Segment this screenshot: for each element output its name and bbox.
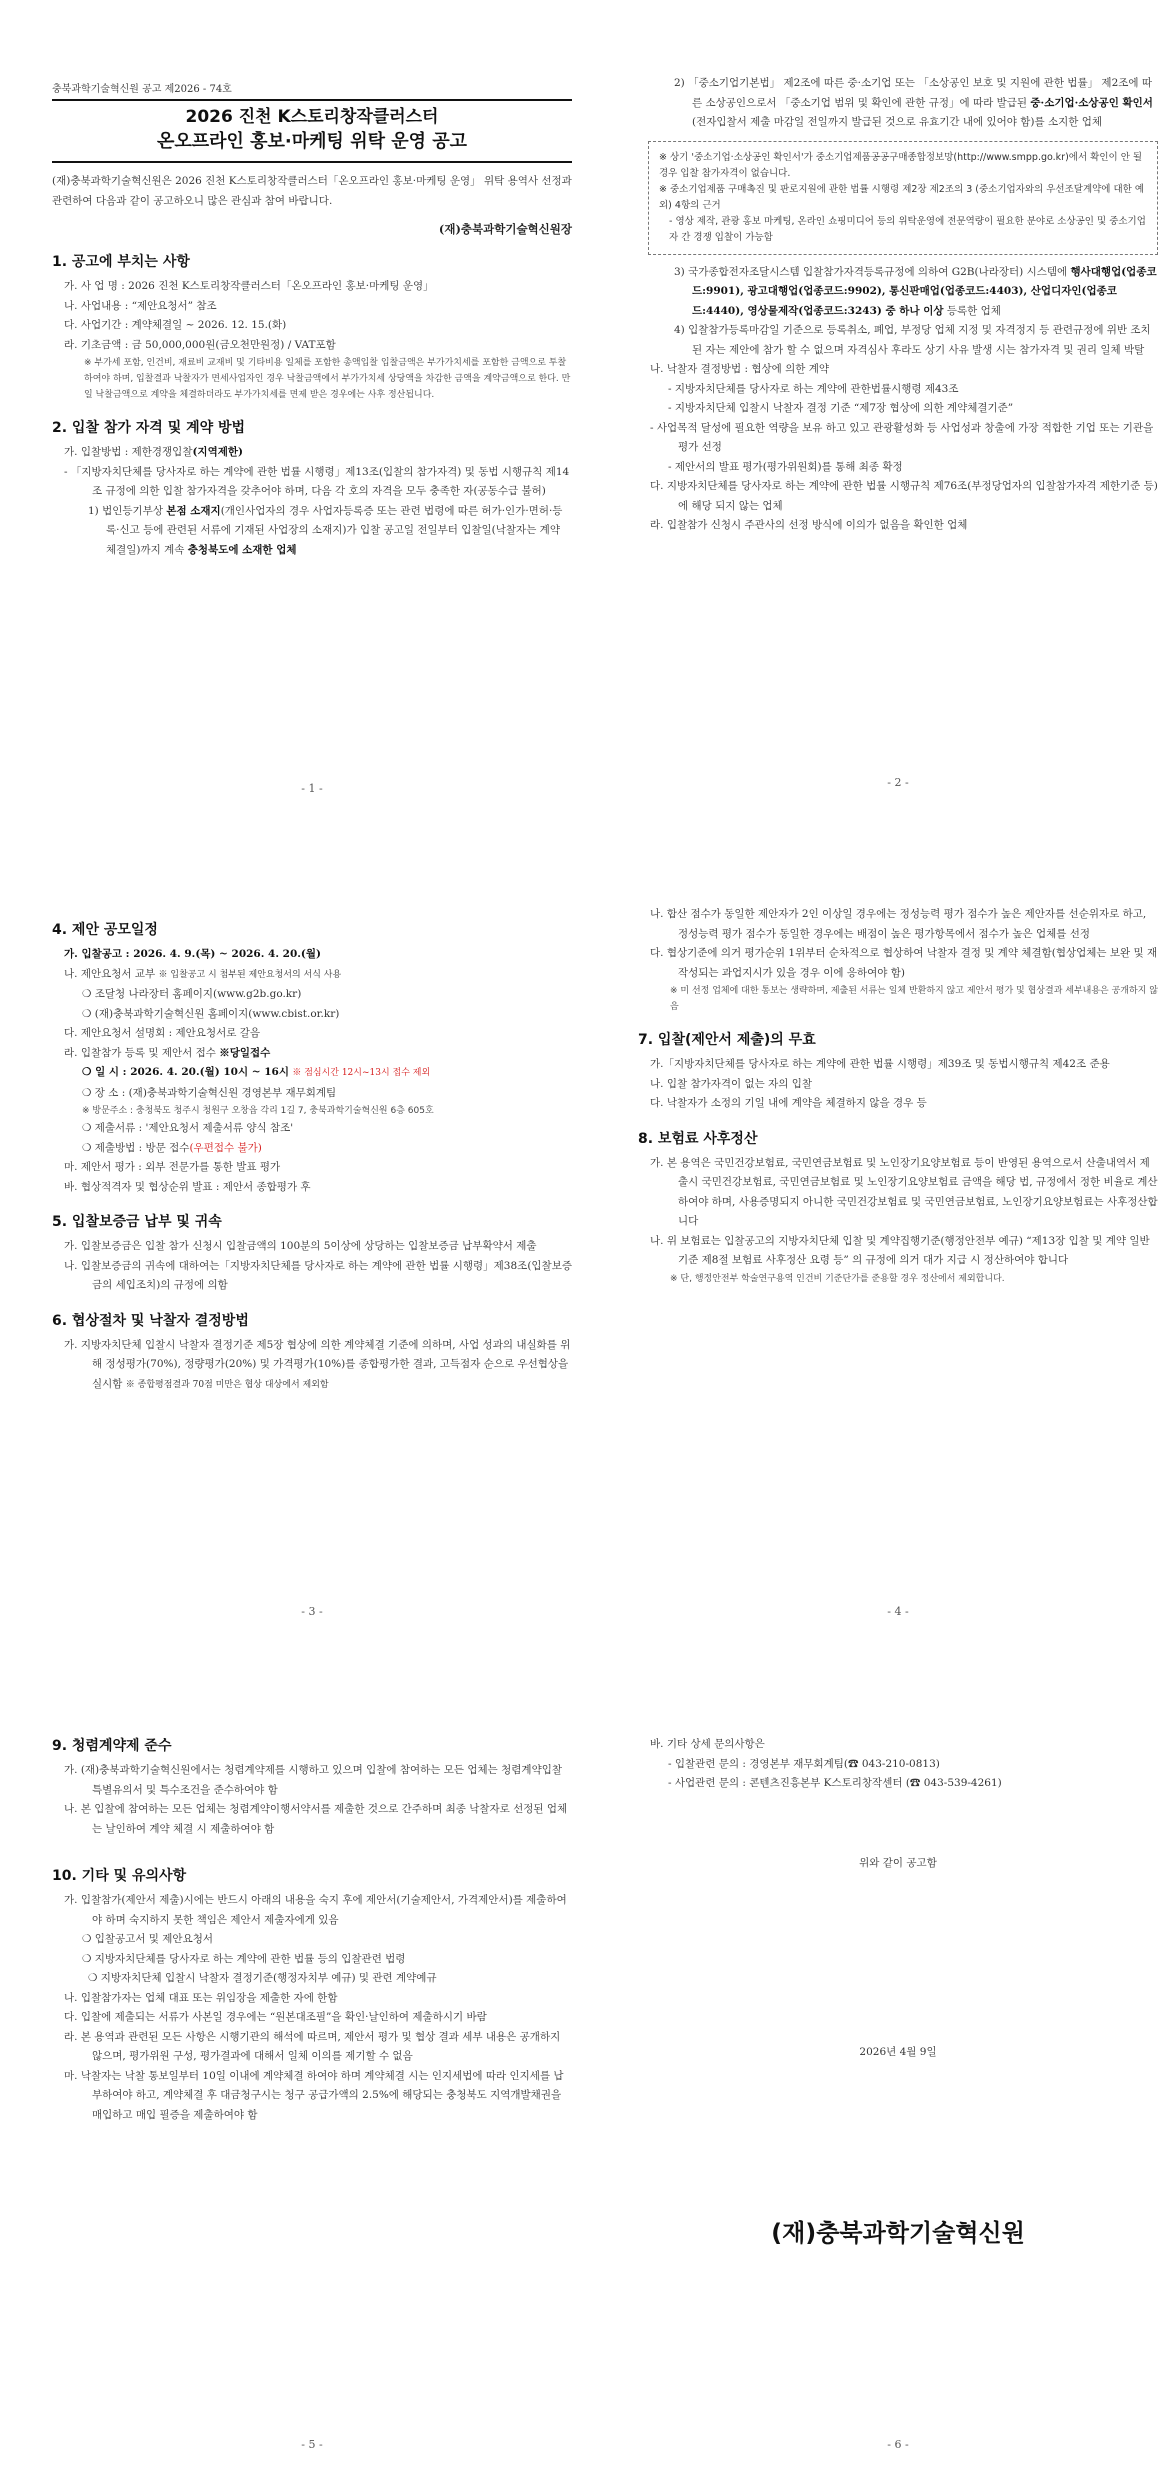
announcement-date: 2026년 4월 9일: [859, 2046, 937, 2058]
s10-item-d: 라. 본 용역과 관련된 모든 사항은 시행기관의 해석에 따르며, 제안서 평가 및 협상 결과 세부 내용은 공개하지 않으며, 평가위원 구성, 평가결과에 대해서 일체 이의를 제기할 수 없음: [64, 2030, 561, 2062]
s2-item-na-2: - 지방자치단체 입찰시 낙찰자 결정 기준 “제7장 협상에 의한 계약체결기준”: [668, 402, 1014, 414]
s2-item-a: [52, 443, 572, 463]
s4-item-d-4-red: (우편접수 불가): [189, 1141, 262, 1154]
s4-item-b: [52, 965, 572, 986]
notice-box-line-1: ※ 상기 '중소기업·소상공인 확인서'가 중소기업제품공공구매종합정보망(http://www.smpp.go.kr)에서 확인이 안 될 경우 입찰 참가자격이 없습니다.: [659, 151, 1143, 179]
s9-item-b: 나. 본 입찰에 참여하는 모든 업체는 청렴계약이행서약서를 제출한 것으로 간주하며 최종 낙찰자로 선정된 업체는 날인하여 계약 체결 시 제출하여야 함: [64, 1803, 568, 1835]
signature-organization: (재)충북과학기술혁신원: [771, 2218, 1025, 2247]
section-10-title: 10. 기타 및 유의사항: [52, 1868, 187, 1884]
s10-item-b: 나. 입찰참가자는 업체 대표 또는 위임장을 제출한 자에 한함: [64, 1991, 338, 2004]
s2-item-4: 4) 입찰참가등록마감일 기준으로 등록취소, 폐업, 부정당 업체 지정 및 자격정지 등 관련규정에 위반 조치된 자는 제안에 참가 할 수 없으며 자격심사 후라도 상기 사유 발생 시는 참가자격 및 권리 일체 박탈: [674, 324, 1151, 356]
s4-item-d-3: ❍ 제출서류 : '제안요청서 제출서류 양식 참조': [82, 1122, 294, 1134]
s4-item-d-1: [52, 1063, 572, 1084]
page-3: [52, 905, 572, 1625]
s5-item-a: 가. 입찰보증금은 입찰 참가 신청시 입찰금액의 100분의 5이상에 상당하는 입찰보증금 납부확약서 제출: [64, 1240, 537, 1252]
s2-item-3-tail: 등록한 업체: [943, 304, 1001, 317]
s2-item-a-dash: - 「지방자치단체를 당사자로 하는 계약에 관한 법률 시행령」제13조(입찰의 참가자격) 및 동법 시행규칙 제14조 규정에 의한 입찰 참가자격을 갖추어야 하며, 다음 각 호의 자격을 모두 충족한 자(공동수급 불허): [64, 465, 570, 497]
notice-box: [648, 141, 1158, 255]
s4-item-b-text: 나. 제안요청서 교부: [64, 967, 156, 980]
s10-item-f-1: - 입찰관련 문의 : 경영본부 재무회계팀(☎ 043-210-0813): [668, 1757, 940, 1770]
s2-item-da: 다. 지방자치단체를 당사자로 하는 계약에 관한 법률 시행규칙 제76조(부정당업자의 입찰참가자격 제한기준 등)에 해당 되지 않는 업체: [650, 480, 1158, 512]
s2-item-1-bold: 본점 소재지: [166, 504, 221, 517]
s4-item-f: 바. 협상적격자 및 협상순위 발표 : 제안서 종합평가 후: [64, 1180, 311, 1193]
s2-item-3-text: 3) 국가종합전자조달시스템 입찰참가자격등록규정에 의하여 G2B(나라장터) 시스템에: [674, 265, 1071, 278]
s1-item-b: 나. 사업내용 : “제안요청서” 참조: [64, 299, 217, 312]
s10-item-a-3: ❍ 지방자치단체 입찰시 낙찰자 결정기준(행정자치부 예규) 및 관련 계약예규: [88, 1972, 437, 1984]
s8-item-b: 나. 위 보험료는 입찰공고의 지방자치단체 입찰 및 계약집행기준(행정안전부 예규) “제13장 입찰 및 계약 일반기준 제8절 보험료 사후정산 요령 등” 의 규정에 의거 대가 지급 시 정산하여야 합니다: [650, 1234, 1150, 1266]
s4-item-d-4-text: ❍ 제출방법 : 방문 접수: [82, 1141, 190, 1154]
s10-item-a-1: ❍ 입찰공고서 및 제안요청서: [82, 1933, 213, 1945]
s4-item-d-text: 라. 입찰참가 등록 및 제안서 접수: [64, 1046, 220, 1059]
s10-item-e: 마. 낙찰자는 낙찰 통보일부터 10일 이내에 계약체결 하여야 하며 계약체결 시는 인지세법에 따라 인지세를 납부하여야 하고, 계약체결 후 대금청구시는 청구 공급가액의 2.5%에 해당되는 충청북도 지역개발채권을 매입하고 매입 필증을 제출하여야 함: [64, 2069, 564, 2121]
page-number: - 3 -: [301, 1605, 323, 1618]
s2-item-1-pre: 1) 법인등기부상: [88, 504, 167, 517]
page-number: - 1 -: [301, 782, 323, 795]
s10-item-a-2: ❍ 지방자치단체를 당사자로 하는 계약에 관한 법률 등의 입찰관련 법령: [82, 1952, 406, 1965]
s2-item-3: [638, 263, 1158, 322]
s2-item-na-3: - 사업목적 달성에 필요한 역량을 보유 하고 있고 관광활성화 등 사업성과 창출에 가장 적합한 기업 또는 기관을 평가 선정: [650, 421, 1154, 453]
s2-item-ra: 라. 입찰참가 신청시 주관사의 선정 방식에 이의가 없음을 확인한 업체: [650, 519, 968, 531]
s2-item-3-bold: 행사대행업(업종코드:9901), 광고대행업(업종코드:9902), 통신판매업(업종코드:4403), 산업디자인(업종코드:4440), 영상물제작(업종코드:3243) 중 하나 이상: [692, 265, 1157, 317]
s6-item-na: 나. 합산 점수가 동일한 제안자가 2인 이상일 경우에는 정성능력 평가 점수가 높은 제안자를 선순위자로 하고, 정성능력 평가 점수가 동일한 경우에는 배점이 높은 평가항목에서 점수가 높은 업체를 선정: [650, 908, 1147, 940]
s4-item-e: 마. 제안서 평가 : 외부 전문가를 통한 발표 평가: [64, 1161, 281, 1173]
s2-item-1-bold2: 충청북도에 소재한 업체: [187, 543, 297, 556]
section-7-title: 7. 입찰(제안서 제출)의 무효: [638, 1032, 816, 1048]
document-number: 충북과학기술혁신원 공고 제2026 - 74호: [52, 84, 232, 95]
s8-item-a: 가. 본 용역은 국민건강보험료, 국민연금보험료 및 노인장기요양보험료 등이 반영된 용역으로서 산출내역서 제출시 국민건강보험료, 국민연금보험료 및 노인장기요양보험료 금액을 해당 법, 규정에서 정한 비율로 계산하여야 하며, 사용증명되지 아니한 국민건강보험료 및 국민연금보험료, 노인장기요양보험료는 사후정산합니다: [650, 1156, 1158, 1227]
title-line-2: 온오프라인 홍보·마케팅 위탁 운영 공고: [156, 131, 468, 152]
s2-item-2: [638, 74, 1158, 133]
notice-box-line-3: - 영상 제작, 관광 홍보 마케팅, 온라인 쇼핑미디어 등의 위탁운영에 전문역량이 필요한 분야로 소상공인 및 중소기업자 간 경쟁 입찰이 가능함: [669, 215, 1146, 243]
s2-item-2-bold: 중·소기업·소상공인 확인서: [1030, 96, 1153, 109]
s6-item-a: [52, 1336, 572, 1396]
s2-item-na-1: - 지방자치단체를 당사자로 하는 계약에 관한법률시행령 제43조: [668, 382, 959, 395]
s7-item-a: 가.「지방자치단체를 당사자로 하는 계약에 관한 법률 시행령」제39조 및 동법시행규칙 제42조 준용: [650, 1058, 1110, 1070]
title-box: [52, 99, 572, 163]
s4-item-d-4: [52, 1139, 572, 1159]
s4-item-a: 가. 입찰공고 : 2026. 4. 9.(목) ~ 2026. 4. 20.(월): [64, 948, 322, 960]
section-6-title: 6. 협상절차 및 낙찰자 결정방법: [52, 1312, 249, 1329]
s6-item-da: 다. 협상기준에 의거 평가순위 1위부터 순차적으로 협상하여 낙찰자 결정 및 계약 체결함(협상업체는 보완 및 재작성되는 과업지시가 있을 경우 이에 응하여야 함): [650, 947, 1158, 979]
s8-note: ※ 단, 행정안전부 학술연구용역 인건비 기준단가를 준용할 경우 정산에서 제외합니다.: [670, 1273, 1005, 1284]
s5-item-b: 나. 입찰보증금의 귀속에 대하여는「지방자치단체를 당사자로 하는 계약에 관한 법률 시행령」제38조(입찰보증금의 세입조치)의 규정에 의함: [64, 1259, 572, 1291]
s4-item-d-2-note: ※ 방문주소 : 충청북도 청주시 청원구 오창읍 각리 1길 7, 충북과학기술혁신원 6층 605호: [82, 1106, 434, 1116]
s4-item-d-highlight: ※당일접수: [219, 1046, 271, 1059]
s6-item-a-note: ※ 종합평점결과 70점 미만은 협상 대상에서 제외함: [125, 1379, 329, 1390]
section-8-title: 8. 보험료 사후정산: [638, 1130, 758, 1147]
s2-item-a-text: 가. 입찰방법 : 제한경쟁입찰: [64, 446, 193, 458]
s6-note: ※ 미 선정 업체에 대한 통보는 생략하며, 제출된 서류는 일체 반환하지 않고 제안서 평가 및 협상결과 세부내용은 공개하지 않음: [670, 986, 1158, 1012]
page-2: [638, 74, 1158, 800]
s4-item-d: [52, 1044, 572, 1064]
section-4-title: 4. 제안 공모일정: [52, 922, 158, 938]
s9-item-a: 가. (재)충북과학기술혁신원에서는 청렴계약제를 시행하고 있으며 입찰에 참여하는 모든 업체는 청렴계약입찰특별유의서 및 특수조건을 준수하여야 함: [64, 1764, 563, 1796]
page-5: [52, 1735, 572, 2455]
s2-item-2-text: 2) 「중소기업기본법」 제2조에 따른 중·소기업 또는 「소상공인 보호 및 지원에 관한 법률」 제2조에 따른 소상공인으로서 「중소기업 범위 및 확인에 관한 규정」에 따라 발급된: [674, 77, 1153, 109]
s4-item-c: 다. 제안요청서 설명회 : 제안요청서로 갈음: [64, 1027, 260, 1039]
s10-item-a: 가. 입찰참가(제안서 제출)시에는 반드시 아래의 내용을 숙지 후에 제안서(기술제안서, 가격제안서)를 제출하여야 하며 숙지하지 못한 책임은 제안서 제출자에게 있음: [64, 1894, 567, 1926]
s4-item-d-2: ❍ 장 소 : (재)충북과학기술혁신원 경영본부 재무회계팀: [82, 1086, 337, 1099]
s2-item-2-tail: (전자입찰서 제출 마감일 전일까지 발급된 것으로 유효기간 내에 있어야 함)를 소지한 업체: [692, 116, 1103, 128]
page-number: - 2 -: [887, 776, 909, 789]
s1-item-d: 라. 기초금액 : 금 50,000,000원(금오천만원정) / VAT포함: [64, 338, 336, 351]
s10-item-c: 다. 입찰에 제출되는 서류가 사본일 경우에는 “원본대조필”을 확인·날인하여 제출하시기 바람: [64, 2011, 487, 2023]
s2-item-na-4: - 제안서의 발표 평가(평가위원회)를 통해 최종 확정: [668, 460, 903, 473]
notice-box-line-2: ※ 중소기업제품 구매촉진 및 판로지원에 관한 법률 시행령 제2장 제2조의 3 (중소기업자와의 우선조달계약에 대한 예외) 4항의 근거: [659, 183, 1145, 211]
s4-item-b-1: ❍ 조달청 나라장터 홈페이지(www.g2b.go.kr): [82, 988, 302, 1000]
issuer: (재)충북과학기술혁신원장: [438, 222, 572, 236]
s10-item-f-2: - 사업관련 문의 : 콘텐츠진흥본부 K스토리창작센터 (☎ 043-539-4261): [668, 1777, 1002, 1789]
s4-item-d-1-note: ※ 점심시간 12시~13시 접수 제외: [292, 1068, 431, 1078]
s1-item-a: 가. 사 업 명 : 2026 진천 K스토리창작클러스터「온오프라인 홍보·마케팅 운영」: [64, 280, 434, 292]
title-line-1: 2026 진천 K스토리창작클러스터: [185, 107, 439, 127]
page-number: - 4 -: [887, 1605, 909, 1618]
s1-item-c: 다. 사업기간 : 계약체결일 ~ 2026. 12. 15.(화): [64, 319, 287, 331]
s4-item-d-1-text: ❍ 일 시 : 2026. 4. 20.(월) 10시 ~ 16시: [82, 1066, 289, 1078]
s6-item-a-text: 가. 지방자치단체 입찰시 낙찰자 결정기준 제5장 협상에 의한 계약체결 기준에 의하며, 사업 성과의 내실화를 위해 정성평가(70%), 정량평가(20%) 및 가격평가(10%)를 종합평가한 결과, 고득점자 순으로 우선협상을 실시함: [64, 1338, 571, 1390]
section-5-title: 5. 입찰보증금 납부 및 귀속: [52, 1214, 222, 1230]
s7-item-c: 다. 낙찰자가 소정의 기일 내에 계약을 체결하지 않을 경우 등: [650, 1097, 927, 1109]
page-number: - 5 -: [301, 2438, 323, 2451]
page-1: [52, 80, 572, 800]
s4-item-b-2: ❍ (재)충북과학기술혁신원 홈페이지(www.cbist.or.kr): [82, 1007, 340, 1020]
page-6: [638, 1735, 1158, 2455]
s2-item-a-bold: (지역제한): [192, 446, 243, 458]
section-1-title: 1. 공고에 부치는 사항: [52, 254, 190, 270]
s1-note: ※ 부가세 포함, 인건비, 재료비 교재비 및 기타비용 일체를 포함한 총액입찰 입찰금액은 부가가치세를 포함한 금액으로 투찰하여야 하며, 입찰결과 낙찰자가 면세사업자인 경우 낙찰금액에서 부가가치세 상당액을 차감한 금액을 계약금액으로 한다. 만일 낙찰금액으로 계약을 체결하더라도 부가가치세를 면제 받은 경우에는 사후 정산됩니다.: [84, 358, 571, 400]
s10-item-f: 바. 기타 상세 문의사항은: [650, 1738, 765, 1750]
page-number: - 6 -: [887, 2438, 909, 2451]
page-4: [638, 905, 1158, 1625]
s2-item-1-mid: (개인사업자의 경우 사업자등록증 또는 관련 법령에 따른 허가·인가·면허·등록·신고 등에 관련된 서류에 기재된 사업장의 소재지)가 입찰 공고일 전일부터 입찰일(낙찰자는 계약 체결일)까지 계속: [106, 504, 563, 556]
s2-item-1: [52, 502, 572, 561]
s7-item-b: 나. 입찰 참가자격이 없는 자의 입찰: [650, 1077, 813, 1090]
section-2-title: 2. 입찰 참가 자격 및 계약 방법: [52, 420, 246, 436]
closing-text: 위와 같이 공고함: [859, 1856, 937, 1869]
s2-item-na: 나. 낙찰자 결정방법 : 협상에 의한 계약: [650, 363, 830, 375]
intro-text: (재)충북과학기술혁신원은 2026 진천 K스토리창작클러스터「온오프라인 홍보·마케팅 운영」 위탁 용역사 선정과 관련하여 다음과 같이 공고하오니 많은 관심과 참여 바랍니다.: [52, 175, 572, 207]
s4-item-b-note: ※ 입찰공고 시 첨부된 제안요청서의 서식 사용: [158, 969, 342, 980]
section-9-title: 9. 청렴계약제 준수: [52, 1738, 172, 1754]
